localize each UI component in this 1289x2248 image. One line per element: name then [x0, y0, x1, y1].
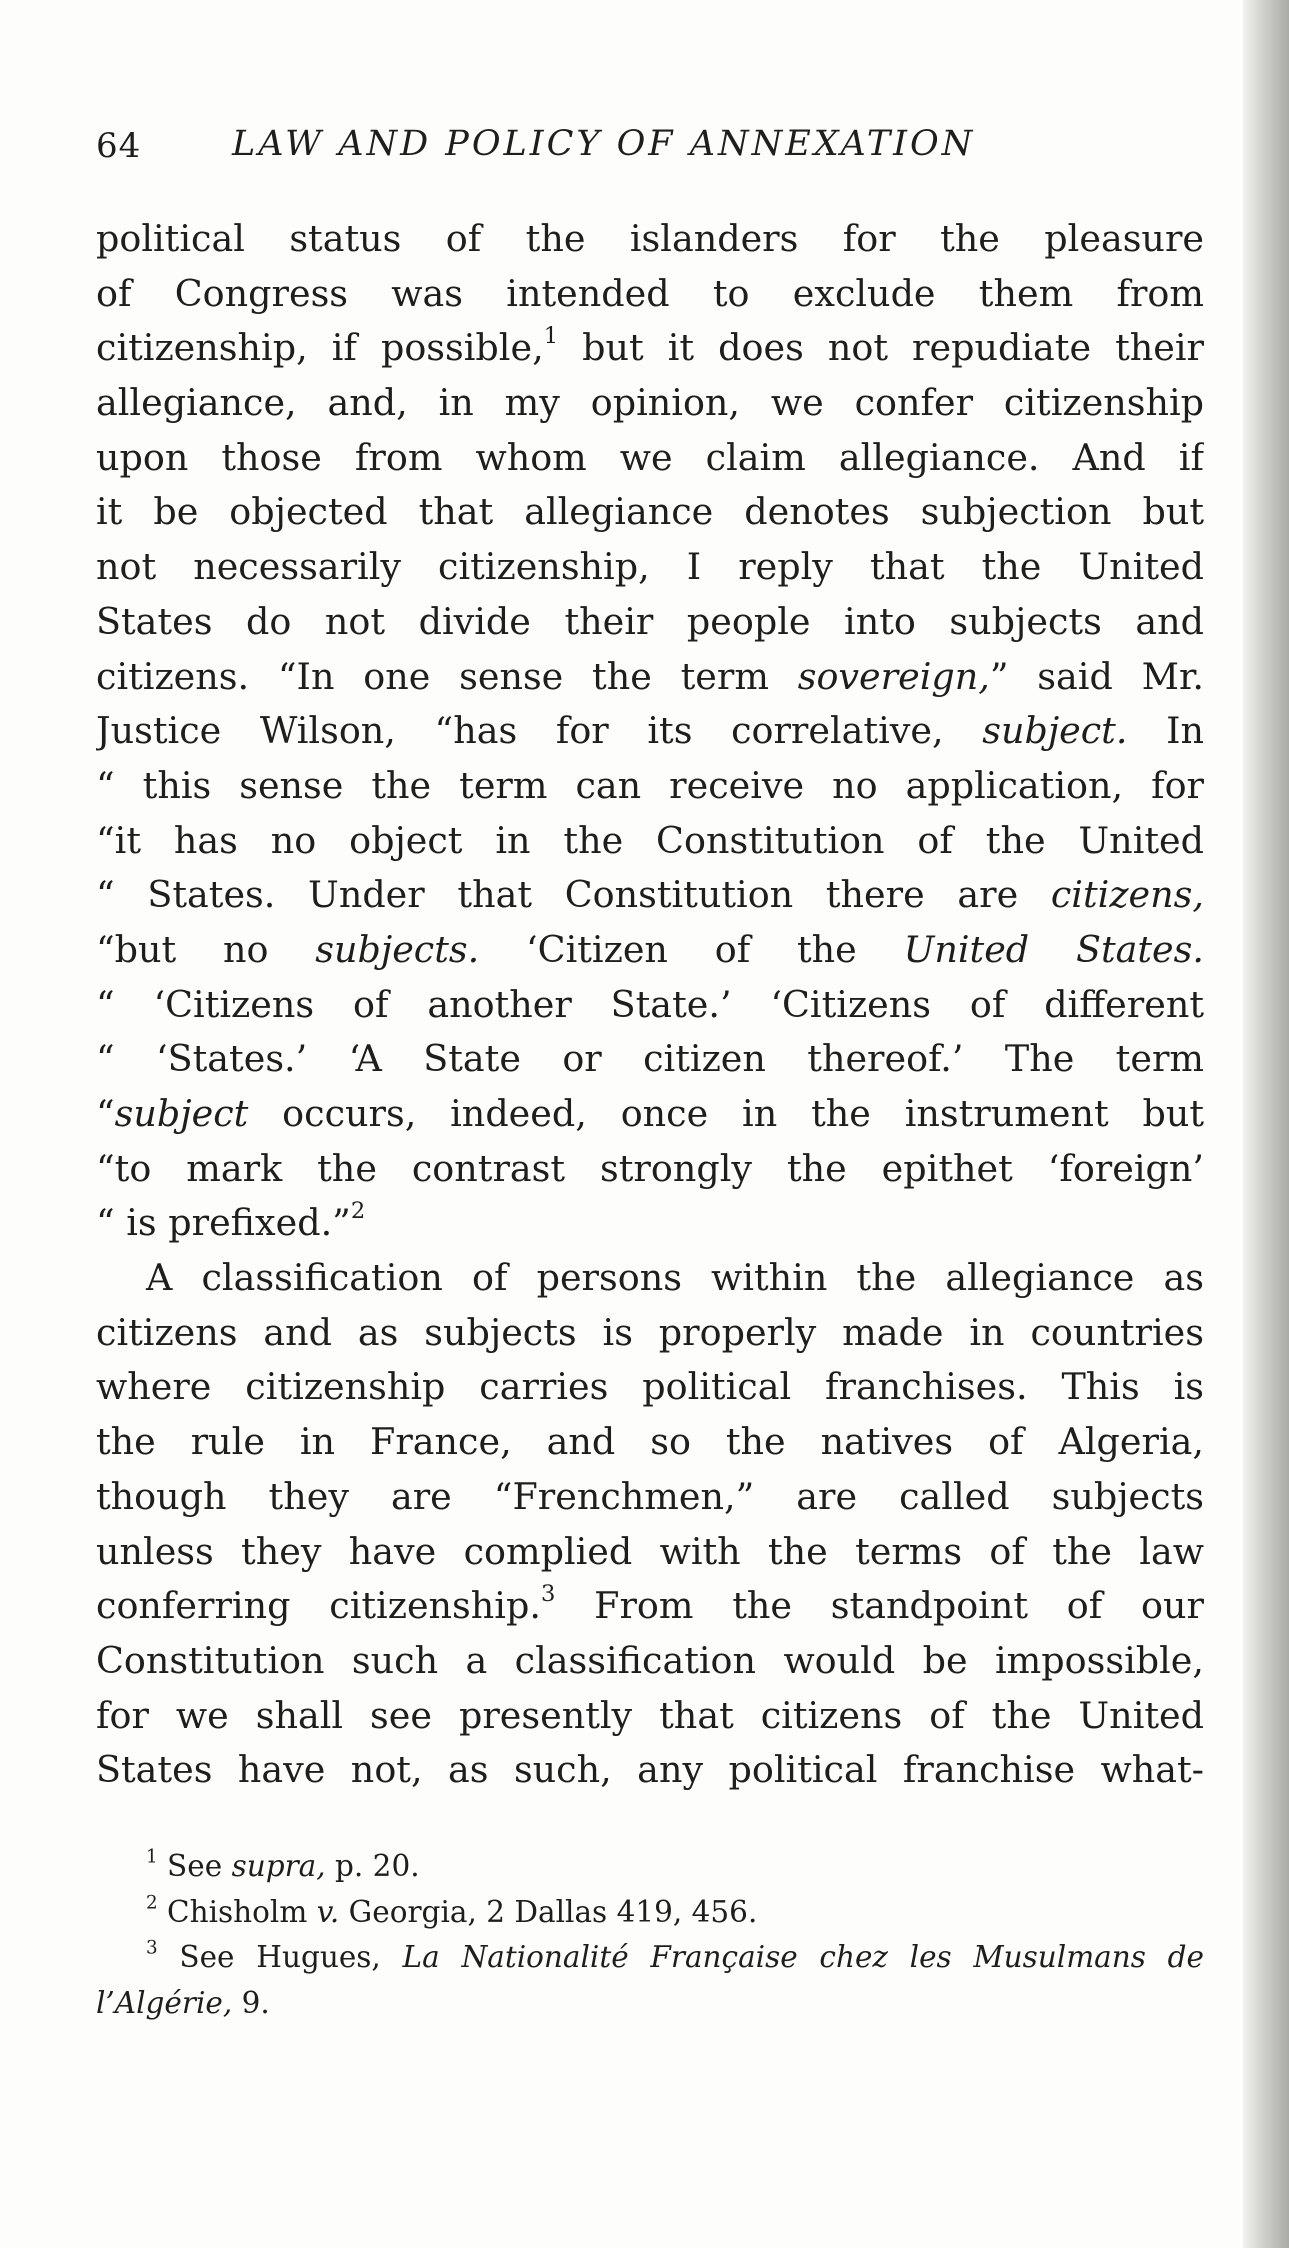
- text-line: A classification of persons within the allegiance as: [146, 1256, 1204, 1300]
- text-line: citizens and as subjects is properly made in countries: [96, 1310, 1204, 1354]
- text-line: “ ‘Citizens of another State.’ ‘Citizens of different: [96, 982, 1204, 1026]
- text-line: “ ‘States.’ ‘A State or citizen thereof.’ The term: [96, 1037, 1204, 1081]
- page-edge-shadow: [1243, 0, 1289, 2248]
- text-line: States have not, as such, any political franchise what-: [96, 1748, 1204, 1792]
- text-line: States do not divide their people into subjects and: [96, 599, 1204, 643]
- text-line: citizens. “In one sense the term sovereign,” said Mr.: [96, 654, 1204, 698]
- page-header: [96, 120, 1204, 170]
- page-number: 64: [96, 126, 142, 166]
- text-line: Justice Wilson, “has for its correlative, subject. In: [96, 709, 1204, 753]
- text-line: the rule in France, and so the natives of Algeria,: [96, 1420, 1204, 1464]
- text-line: citizenship, if possible,$^1$ but it does not repudiate their: [96, 323, 1204, 370]
- text-line: “it has no object in the Constitution of the United: [96, 818, 1204, 862]
- footnote: $^1$ See supra, p. 20.: [146, 1846, 420, 1883]
- text-line: of Congress was intended to exclude them from: [96, 271, 1204, 315]
- footnote-continuation: l’Algérie, 9.: [96, 1985, 270, 2020]
- text-line: “ this sense the term can receive no application, for: [96, 763, 1204, 807]
- body-text: [96, 212, 1204, 1798]
- footnote: $^2$ Chisholm v. Georgia, 2 Dallas 419, 456.: [146, 1891, 758, 1929]
- text-line: allegiance, and, in my opinion, we confer citizenship: [96, 381, 1204, 425]
- text-line: “ States. Under that Constitution there are citizens,: [96, 873, 1204, 917]
- text-line: “subject occurs, indeed, once in the instrument but: [96, 1092, 1204, 1135]
- footnote-ref: 2: [350, 1198, 366, 1225]
- footnote-ref: 1: [543, 323, 559, 350]
- text-line: upon those from whom we claim allegiance. And if: [96, 435, 1204, 479]
- text-line: Constitution such a classification would be impossible,: [96, 1638, 1204, 1682]
- running-title: LAW AND POLICY OF ANNEXATION: [232, 124, 976, 164]
- text-line: not necessarily citizenship, I reply that the United: [96, 545, 1204, 589]
- footnotes: [96, 1844, 1204, 2026]
- text-line: “ is prefixed.”$^2$: [96, 1198, 366, 1245]
- text-line: political status of the islanders for the pleasure: [96, 217, 1204, 260]
- text-line: “to mark the contrast strongly the epithet ‘foreign’: [96, 1146, 1204, 1190]
- text-line: for we shall see presently that citizens of the United: [96, 1693, 1204, 1737]
- text-line: conferring citizenship.$^3$ From the standpoint of our: [96, 1581, 1204, 1628]
- text-line: though they are “Frenchmen,” are called subjects: [96, 1474, 1204, 1518]
- text-line: “but no subjects. ‘Citizen of the United States.: [96, 927, 1204, 971]
- text-line: where citizenship carries political franchises. This is: [96, 1365, 1204, 1409]
- text-line: unless they have complied with the terms of the law: [96, 1529, 1204, 1573]
- footnote-ref: 3: [540, 1581, 556, 1608]
- footnote: $^3$ See Hugues, La Nationalité Française chez les Musulmans de: [146, 1937, 1204, 1974]
- text-line: it be objected that allegiance denotes subjection but: [96, 490, 1204, 534]
